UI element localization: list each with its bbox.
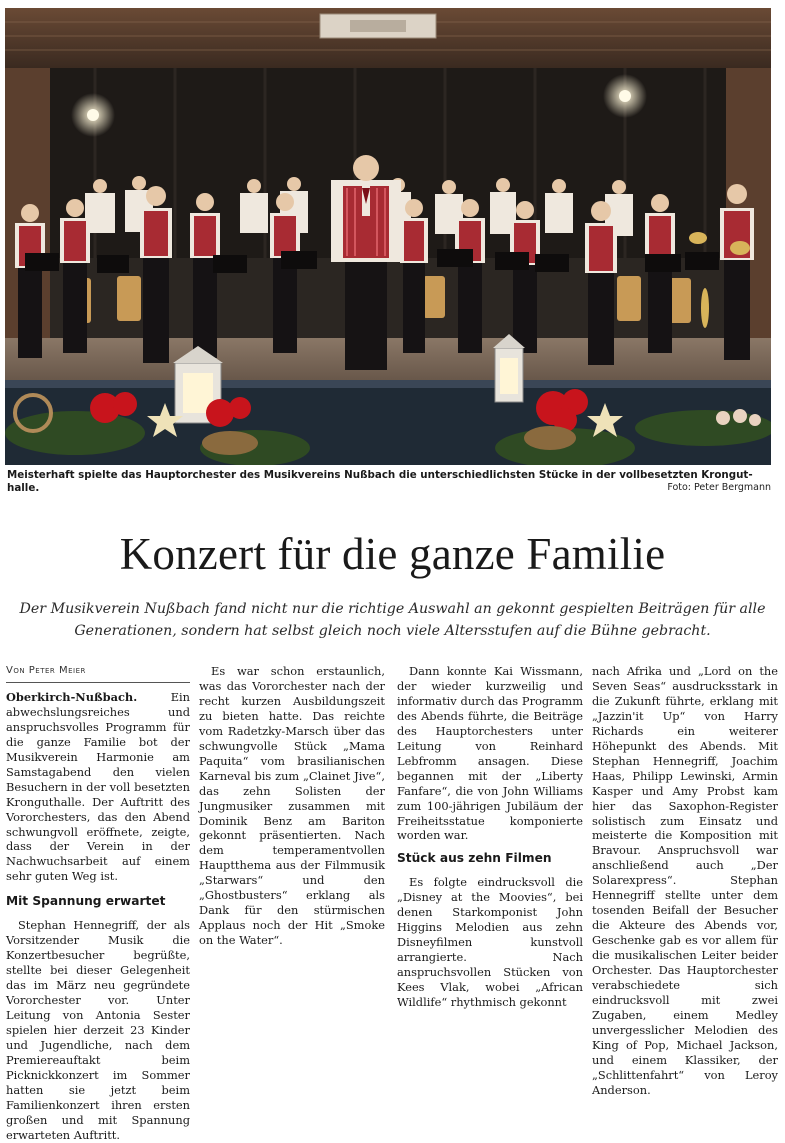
paragraph-3: Es war schon erstaunlich, was das Vororchester nach der recht kurzen Ausbildungszeit zu bieten hatte. Das reichte vom Radetzky-Marsch über das schwungvolle Stück „Mama Paquita“ vom brasilianischen Karneval bis zum „Clainet Jive“, das zehn Solisten der Jungmusiker zusammen mit Dominik Benz am Bariton gekonnt präsentierten. Nach dem temperamentvollen Hauptthema aus der Filmmusik „Starwars“ und den „Ghostbusters“ erklang als Dank für den stürmischen Applaus noch der Hit „Smoke on the Water“. [199, 664, 385, 948]
dateline: Oberkirch-Nußbach. [6, 689, 138, 704]
column-2 [199, 664, 385, 948]
paragraph-2: Stephan Hennegriff, der als Vorsitzender Musik die Konzertbesucher begrüßte, stellte bei dieser Gelegenheit das im März neu gegründete Vororchester vor. Unter Leitung von Antonia Sester spielen hier derzeit 23 Kinder und Jugendliche, nach dem Premiereauftakt beim Picknickkonzert im Sommer hatten sie jetzt beim Familienkonzert ihren ersten großen und mit Spannung erwarteten Auftritt. [6, 918, 190, 1142]
paragraph-1-text: Ein abwechslungsreiches und anspruchsvolles Programm für die ganze Familie bot der Musikverein Harmonie am Samstagabend den vielen Besuchern in der voll besetzten Kronguthalle. Der Auftritt des Vororchesters, das den Abend schwungvoll eröffnete, zeigte, dass der Verein in der Nachwuchsarbeit auf einem sehr guten Weg ist. [6, 689, 190, 884]
photo-caption: Meisterhaft spielte das Hauptorchester des Musikvereins Nußbach die unterschiedlichsten Stücke in der vollbesetzten Krongut-halle. [7, 469, 753, 494]
paragraph-4: Dann konnte Kai Wissmann, der wieder kurzweilig und informativ durch das Programm des Abends führte, die Beiträge des Hauptorchesters unter Leitung von Reinhard Lebfromm ansagen. Diese begannen mit der „Liberty Fanfare“, die von John Williams zum 100-jährigen Jubiläum der Freiheitsstatue komponierte worden war. [397, 664, 583, 843]
article-lead: Der Musikverein Nußbach fand nicht nur die richtige Auswahl an gekonnt gespielten Beiträgen für alle Generationen, sondern hat selbst gleich noch viele Altersstufen auf die Bühne gebracht. [19, 601, 766, 639]
subheading-2: Stück aus zehn Filmen [397, 851, 552, 866]
article-headline: Konzert für die ganze Familie [119, 529, 666, 579]
concert-photo [5, 8, 771, 465]
paragraph-1 [6, 690, 190, 884]
column-3 [397, 664, 583, 1010]
column-1 [6, 664, 190, 1143]
column-4 [592, 664, 778, 1098]
paragraph-5: Es folgte eindrucksvoll die „Disney at the Moovies“, bei denen Starkomponist John Higgins Melodien aus zehn Disneyfilmen kunstvoll arrangierte. Nach anspruchsvollen Stücken von Kees Vlak, wobei „African Wildlife“ rhythmisch gekonnt [397, 875, 583, 1010]
photo-credit: Foto: Peter Bergmann [667, 482, 771, 493]
subheading-1: Mit Spannung erwartet [6, 894, 166, 909]
byline: Von Peter Meier [6, 664, 190, 683]
paragraph-5-continued: nach Afrika und „Lord on the Seven Seas“ ausdrucksstark in die Zukunft führte, erklang mit „Jazzin'it Up“ von Harry Richards ein weiterer Höhepunkt des Abends. Mit Stephan Hennegriff, Joachim Haas, Philipp Lewinski, Armin Kasper und Amy Probst kam hier das Saxophon-Register solistisch zum Einsatz und meisterte die Komposition mit Bravour. Anspruchsvoll war anschließend auch „Der Solarexpress“. Stephan Hennegriff stellte unter dem tosenden Beifall der Besucher die Akteure des Abends vor, Geschenke gab es vor allem für die musikalischen Leiter beider Orchester. Das Hauptorchester verabschiedete sich eindrucksvoll mit zwei Zugaben, einem Medley unvergesslicher Melodien des King of Pop, Michael Jackson, und einem Klassiker, der „Schlittenfahrt“ von Leroy Anderson. [592, 664, 778, 1097]
